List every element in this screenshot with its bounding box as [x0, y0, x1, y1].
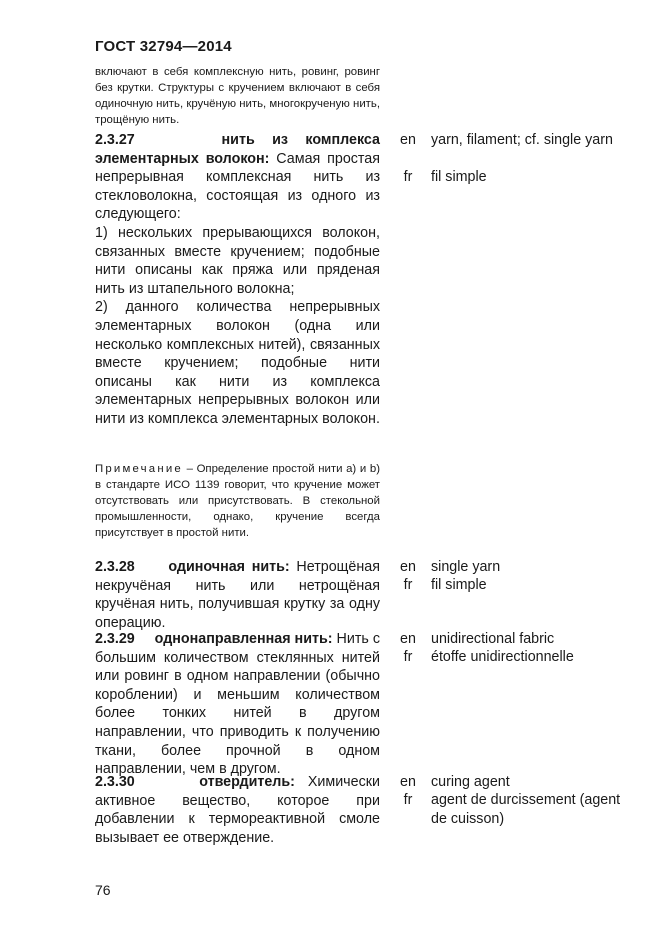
lang-en-label: en	[400, 774, 416, 790]
entry-note	[95, 461, 380, 541]
entry-item-2: 2) данного количества непрерывных элементарных волокон (одна или несколько комплексных нитей), связанных вместе кручением; подобные нити описаны как нити из комплекса элементарных непрерывных волокон или нити из комплекса элементарных волокон.	[95, 299, 380, 427]
entry-number: 2.3.28	[95, 559, 135, 575]
note-label: Примечание	[95, 463, 183, 475]
english-equivalent: yarn, filament; cf. single yarn	[431, 132, 613, 148]
entry-definition	[95, 131, 380, 224]
intro-paragraph: включают в себя комплексную нить, ровинг, ровинг без крутки. Структуры с кручением включают в себя одиночную нить, кручёную нить, многокрученую нить, трощёную нить.	[95, 66, 380, 126]
note-text: – Определение простой нити а) и b) в стандарте ИСО 1139 говорит, что кручение может отсутствовать или присутствовать. В стекольной промышленности, однако, кручение всегда присутствует в простой нити.	[95, 463, 380, 539]
entry-number: 2.3.27	[95, 132, 135, 148]
french-equivalent: fil simple	[431, 169, 487, 185]
entry-term: однонаправленная нить:	[154, 631, 333, 647]
english-equivalent: single yarn	[431, 559, 501, 575]
entry-definition-text: Нетрощёная некручёная нить или нетрощёная кручёная нить, получившая крутку за одну операцию.	[95, 559, 380, 631]
french-equivalent: étoffe unidirectionnelle	[431, 649, 574, 665]
lang-en-label: en	[400, 631, 416, 647]
entry-number: 2.3.29	[95, 631, 135, 647]
lang-fr-label: fr	[403, 649, 413, 665]
english-equivalent: curing agent	[431, 774, 510, 790]
entry-number: 2.3.30	[95, 774, 135, 790]
lang-fr-label: fr	[403, 792, 413, 808]
french-equivalent: agent de durcissement (agent de cuisson)	[431, 792, 621, 827]
french-equivalent: fil simple	[431, 577, 487, 593]
document-header: ГОСТ 32794—2014	[95, 38, 232, 55]
entry-term: нить из комплекса элементарных волокон:	[95, 132, 380, 167]
page-number: 76	[95, 882, 111, 898]
entry-definition-text: Химически активное вещество, которое при добавлении к термореактивной смоле вызывает ее отверждение.	[95, 774, 380, 846]
lang-en-label: en	[400, 132, 416, 148]
entry-2-3-30	[95, 773, 380, 847]
entry-2-3-29	[95, 630, 380, 779]
entry-2-3-28	[95, 558, 380, 632]
lang-fr-label: fr	[403, 577, 413, 593]
entry-definition-text: Нить с большим количеством стеклянных нитей или ровинг в одном направлении (обычно короблении) и меньшим количеством более тонких нитей в другом направлении, что приводить к получению ткани, более прочной в одном направлении, чем в другом.	[95, 631, 380, 778]
english-equivalent: unidirectional fabric	[431, 631, 555, 647]
entry-definition-text: Самая простая непрерывная комплексная нить из стекловолокна, состоящая из одного из следующего:	[95, 150, 380, 223]
entry-2-3-27	[95, 131, 380, 429]
entry-term: отвердитель:	[199, 774, 295, 790]
entry-term: одиночная нить:	[168, 559, 290, 575]
entry-item-1: 1) нескольких прерывающихся волокон, связанных вместе кручением; подобные нити описаны как пряжа или пряденая нить из штапельного волокна;	[95, 224, 380, 297]
lang-fr-label: fr	[403, 169, 413, 185]
lang-en-label: en	[400, 559, 416, 575]
